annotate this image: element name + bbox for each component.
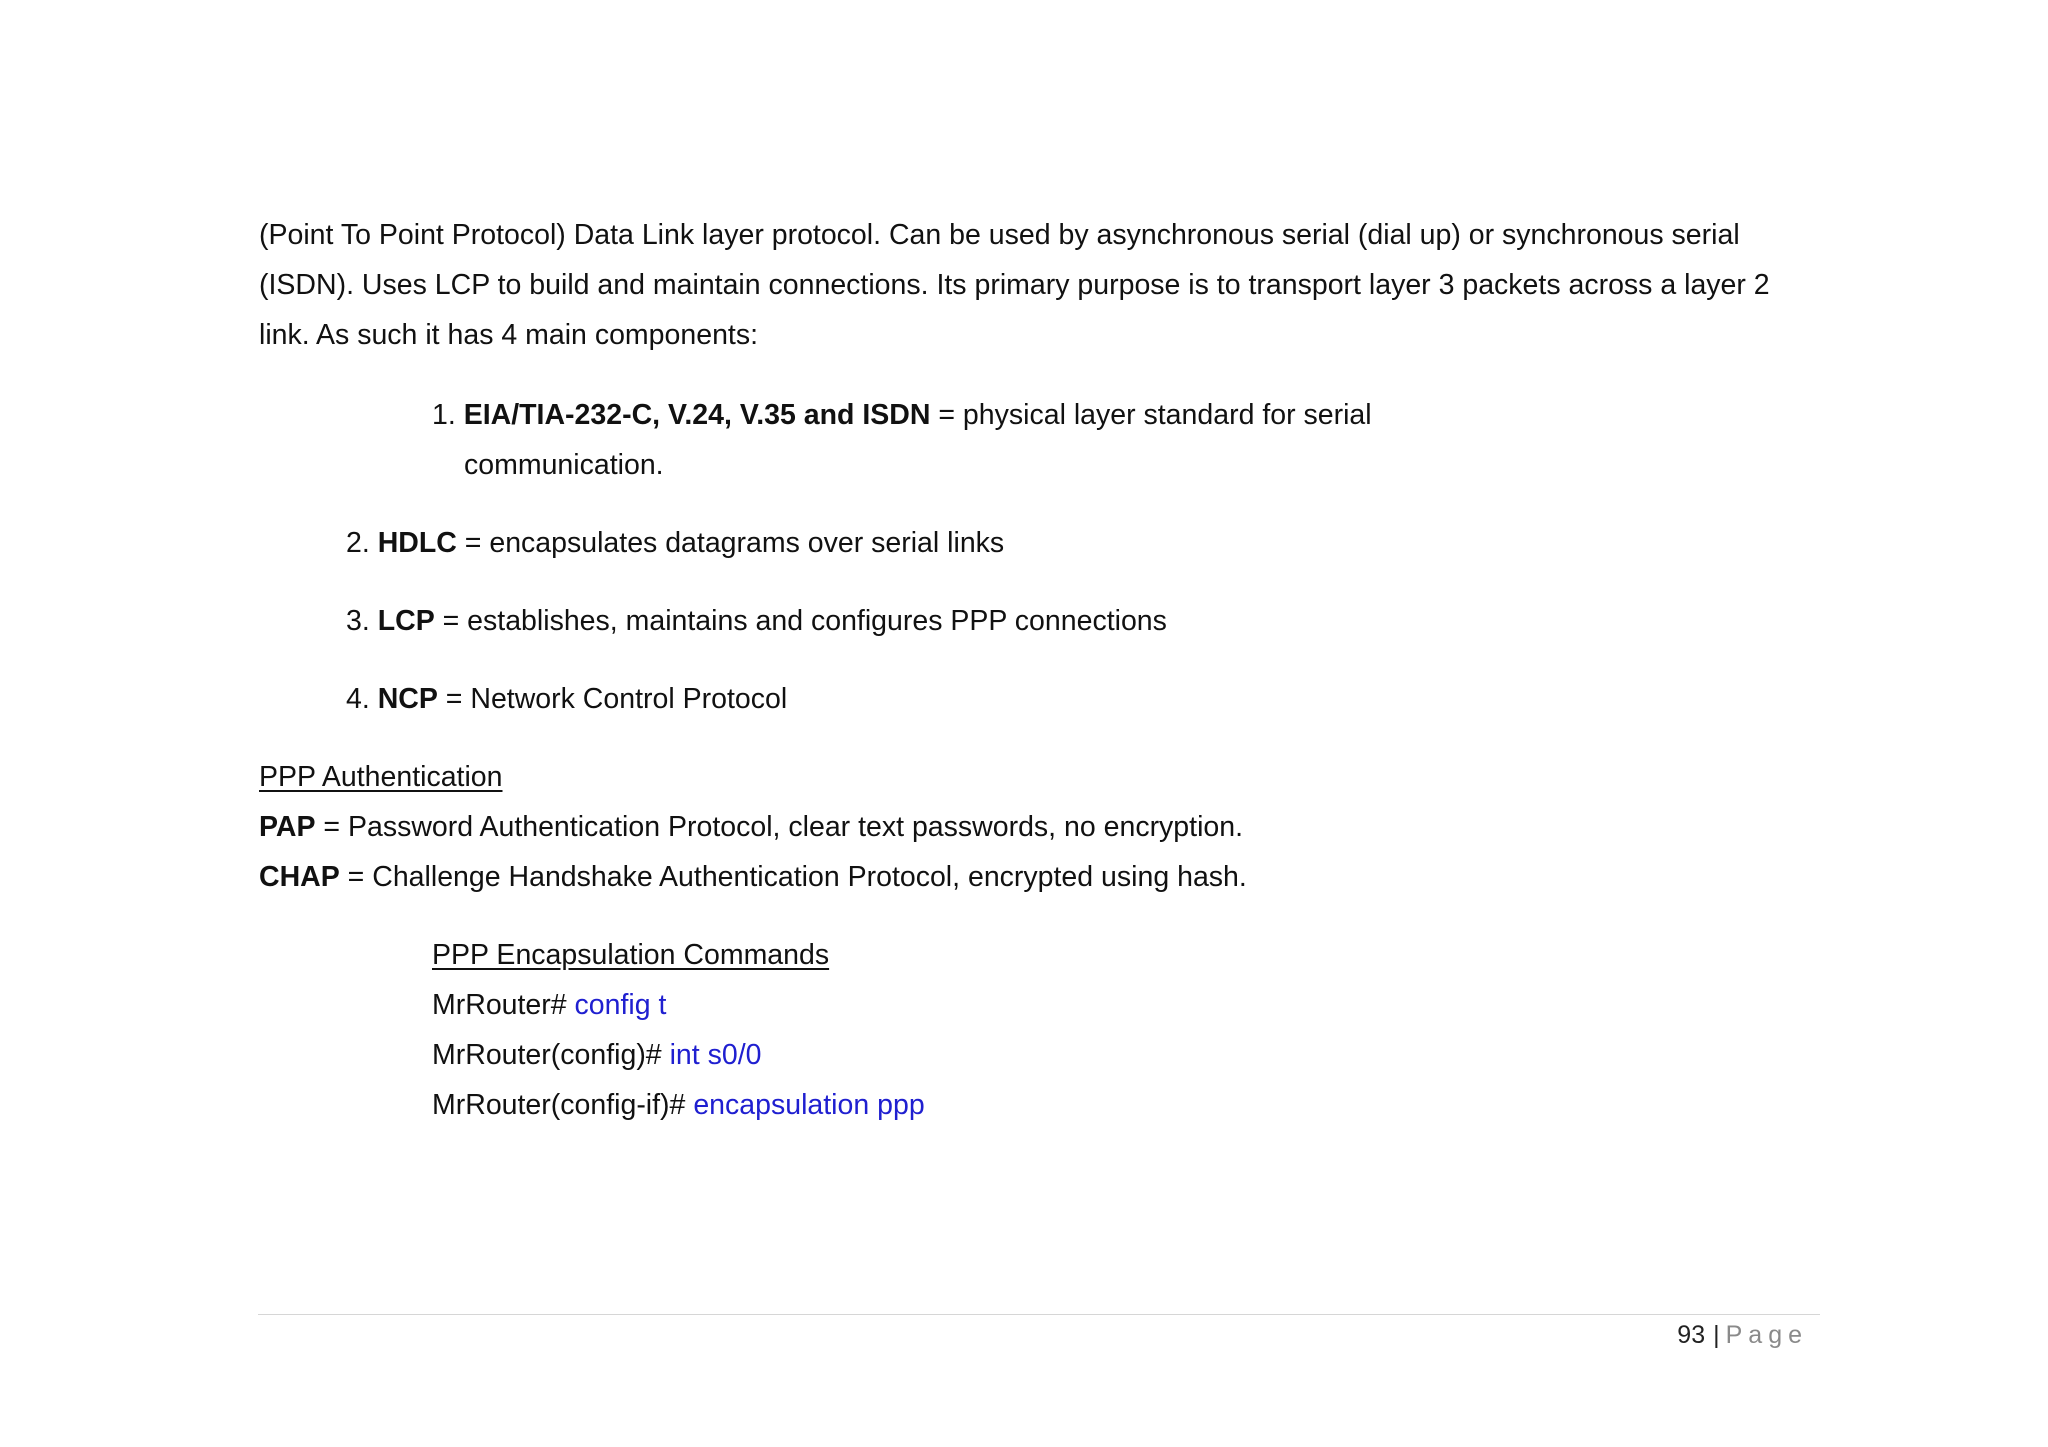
chap-definition (259, 852, 1247, 902)
pap-term: PAP (259, 811, 316, 843)
list-number: 1. (432, 399, 456, 431)
auth-heading: PPP Authentication (259, 761, 503, 793)
command-text: int s0/0 (669, 1039, 762, 1071)
component-item-1 (432, 390, 1372, 440)
component-item-1-continuation: communication. (464, 449, 664, 481)
component-desc: = physical layer standard for serial (930, 399, 1372, 431)
intro-paragraph (259, 210, 1819, 360)
command-prompt: MrRouter(config)# (432, 1039, 670, 1071)
command-text: config t (574, 989, 667, 1021)
command-text: encapsulation ppp (693, 1089, 925, 1121)
list-number: 4. (346, 683, 370, 715)
component-item-4 (346, 674, 787, 724)
component-term: HDLC (377, 527, 457, 559)
intro-line: (ISDN). Uses LCP to build and maintain connections. Its primary purpose is to transport layer 3 packets across a layer 2 (259, 269, 1770, 301)
chap-term: CHAP (259, 861, 340, 893)
pap-desc: = Password Authentication Protocol, clear text passwords, no encryption. (315, 811, 1244, 843)
command-line (432, 1030, 761, 1080)
intro-line: (Point To Point Protocol) Data Link layer protocol. Can be used by asynchronous serial (dial up) or synchronous serial (259, 219, 1740, 251)
component-item-2 (346, 518, 1004, 568)
page-number: 93 (1677, 1321, 1706, 1349)
footer-rule (258, 1314, 1820, 1315)
page-footer (1677, 1318, 1808, 1352)
component-term: NCP (377, 683, 438, 715)
component-term: LCP (377, 605, 435, 637)
command-line (432, 980, 666, 1030)
intro-line: link. As such it has 4 main components: (259, 319, 759, 351)
chap-desc: = Challenge Handshake Authentication Protocol, encrypted using hash. (339, 861, 1247, 893)
command-prompt: MrRouter(config-if)# (432, 1089, 694, 1121)
pap-definition (259, 802, 1243, 852)
component-desc: = Network Control Protocol (437, 683, 788, 715)
component-desc: = establishes, maintains and configures PPP connections (434, 605, 1167, 637)
component-item-3 (346, 596, 1167, 646)
page-word: Page (1725, 1321, 1808, 1349)
list-number: 3. (346, 605, 370, 637)
list-number: 2. (346, 527, 370, 559)
component-term: EIA/TIA-232-C, V.24, V.35 and ISDN (463, 399, 931, 431)
component-desc: = encapsulates datagrams over serial links (456, 527, 1005, 559)
commands-heading: PPP Encapsulation Commands (432, 939, 830, 971)
footer-separator: | (1713, 1321, 1720, 1349)
command-line (432, 1080, 925, 1130)
command-prompt: MrRouter# (432, 989, 575, 1021)
